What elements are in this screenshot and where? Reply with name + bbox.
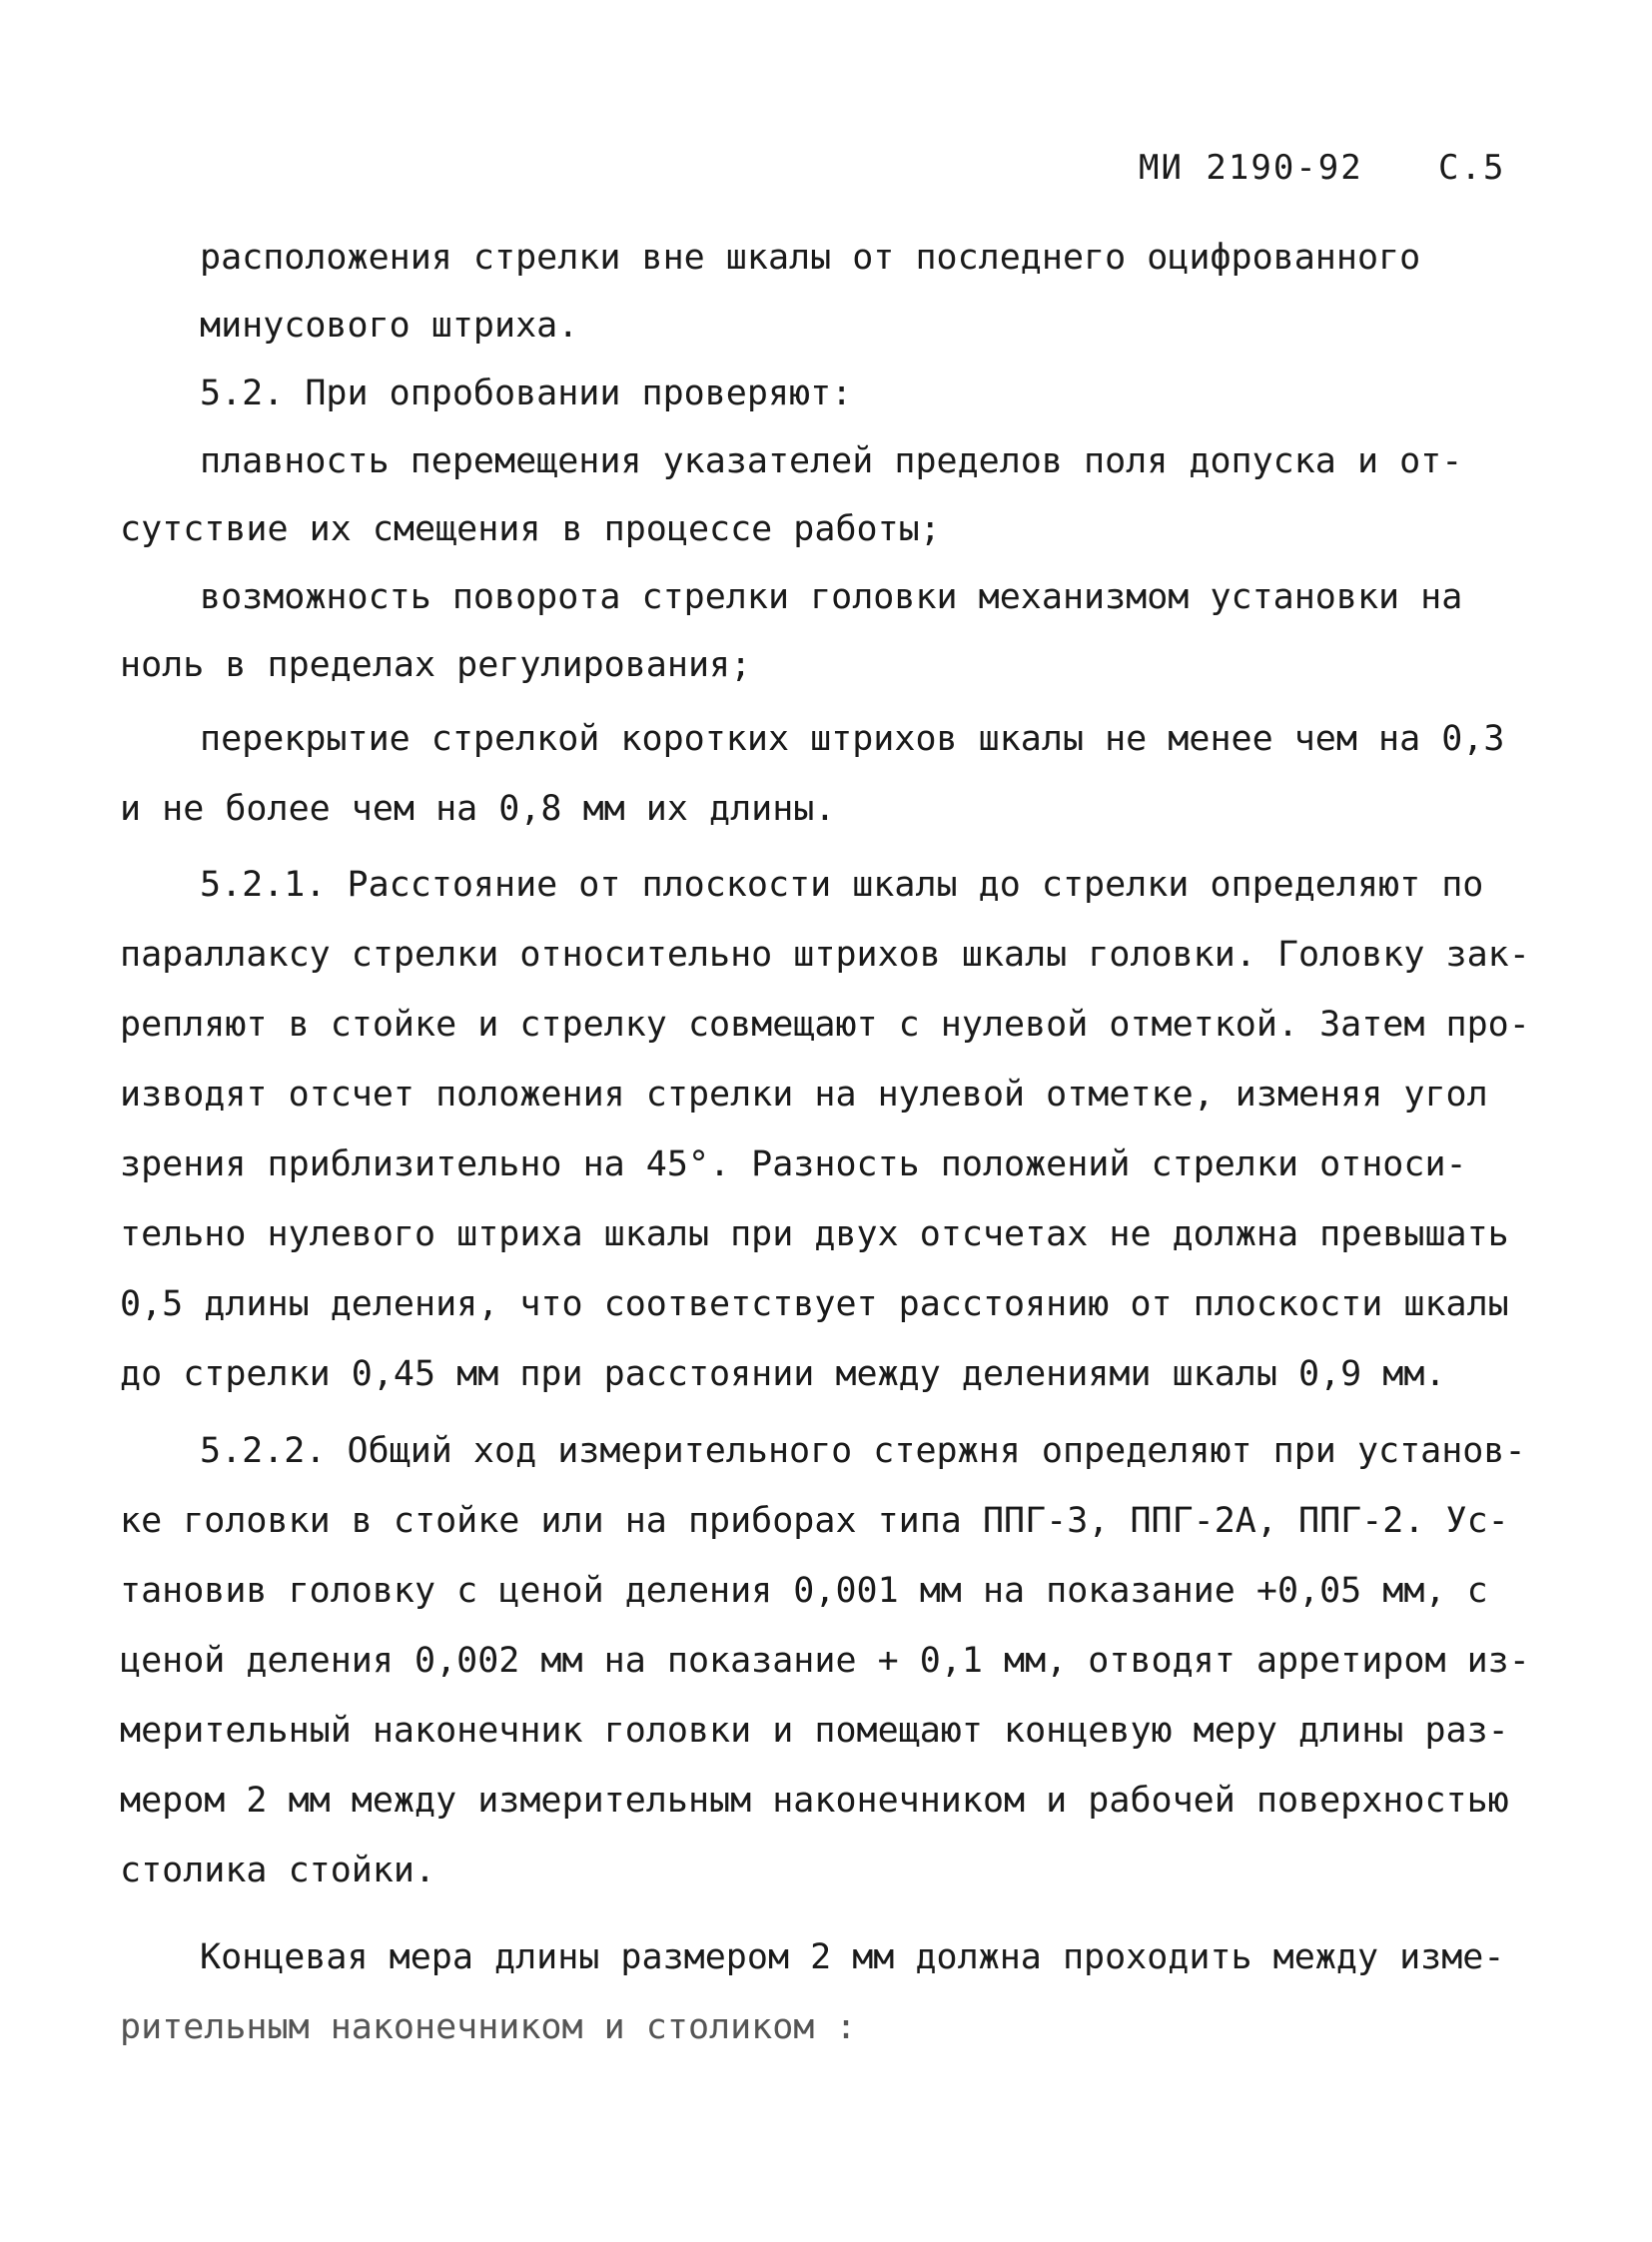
text-line: Концевая мера длины размером 2 мм должна проходить между изме-	[200, 1937, 1505, 1977]
text-line: возможность поворота стрелки головки механизмом установки на	[200, 577, 1463, 617]
text-line: зрения приблизительно на 45°. Разность положений стрелки относи-	[120, 1144, 1467, 1184]
text-line: плавность перемещения указателей пределов поля допуска и от-	[200, 441, 1463, 481]
text-line: 0,5 длины деления, что соответствует расстоянию от плоскости шкалы	[120, 1284, 1509, 1324]
text-line: мерительный наконечник головки и помещают концевую меру длины раз-	[120, 1711, 1509, 1751]
text-line: до стрелки 0,45 мм при расстоянии между делениями шкалы 0,9 мм.	[120, 1354, 1446, 1394]
text-line: 5.2.1. Расстояние от плоскости шкалы до стрелки определяют по	[200, 865, 1484, 905]
text-line: 5.2. При опробовании проверяют:	[200, 374, 853, 413]
text-line: сутствие их смещения в процессе работы;	[120, 509, 941, 549]
text-line: тановив головку с ценой деления 0,001 мм на показание +0,05 мм, с	[120, 1571, 1488, 1611]
text-line: изводят отсчет положения стрелки на нулевой отметке, изменяя угол	[120, 1075, 1488, 1115]
page-number: С.5	[1438, 148, 1506, 188]
text-line: тельно нулевого штриха шкалы при двух отсчетах не должна превышать	[120, 1214, 1509, 1254]
text-line: мером 2 мм между измерительным наконечником и рабочей поверхностью	[120, 1781, 1509, 1821]
text-line: 5.2.2. Общий ход измерительного стержня определяют при установ-	[200, 1431, 1526, 1471]
text-line: перекрытие стрелкой коротких штрихов шкалы не менее чем на 0,3	[200, 719, 1505, 759]
text-line: ноль в пределах регулирования;	[120, 645, 752, 685]
text-line: минусового штриха.	[200, 306, 579, 346]
page-header	[1139, 148, 1518, 198]
text-line: и не более чем на 0,8 мм их длины.	[120, 789, 836, 829]
text-line: столика стойки.	[120, 1851, 436, 1890]
text-line: ценой деления 0,002 мм на показание + 0,1 мм, отводят арретиром из-	[120, 1641, 1530, 1681]
text-line: ке головки в стойке или на приборах типа ППГ-3, ППГ-2А, ППГ-2. Ус-	[120, 1501, 1509, 1541]
document-code: МИ 2190-92	[1139, 148, 1363, 188]
text-line: расположения стрелки вне шкалы от последнего оцифрованного	[200, 238, 1421, 278]
text-line: параллаксу стрелки относительно штрихов шкалы головки. Головку зак-	[120, 935, 1530, 975]
text-line: рительным наконечником и столиком :	[120, 2007, 857, 2047]
text-line: репляют в стойке и стрелку совмещают с нулевой отметкой. Затем про-	[120, 1005, 1530, 1045]
